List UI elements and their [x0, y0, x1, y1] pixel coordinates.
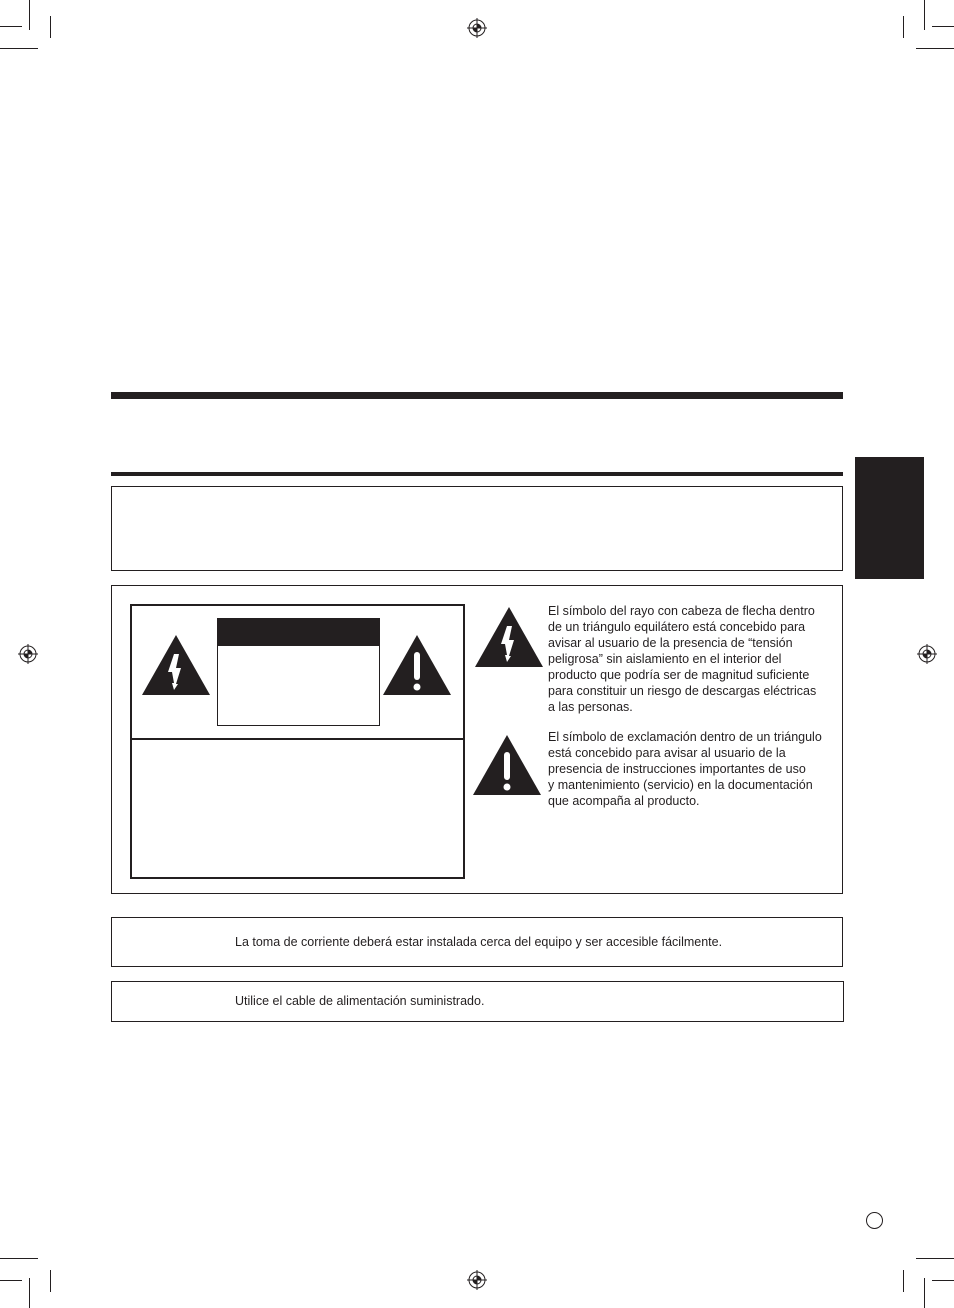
text-line: que acompaña al producto. — [548, 794, 700, 808]
text-line: peligrosa” sin aislamiento en el interior del — [548, 652, 782, 666]
caution-header-bar — [217, 618, 380, 646]
crop-mark — [924, 1278, 925, 1308]
lightning-triangle-icon — [141, 634, 211, 696]
caution-label-divider — [130, 738, 465, 740]
crop-mark — [924, 0, 925, 30]
crop-mark — [916, 1258, 954, 1259]
registration-mark-icon — [18, 644, 38, 664]
exclamation-triangle-icon — [382, 634, 452, 696]
text-line: presencia de instrucciones importantes de uso — [548, 762, 806, 776]
crop-mark — [50, 16, 51, 38]
exclamation-description — [548, 729, 838, 809]
text-line: y mantenimiento (servicio) en la documentación — [548, 778, 813, 792]
crop-mark — [0, 26, 22, 27]
crop-mark — [0, 1280, 22, 1281]
text-line: avisar al usuario de la presencia de “tensión — [548, 636, 793, 650]
cord-note-text: Utilice el cable de alimentación suministrado. — [235, 994, 485, 1008]
crop-mark — [903, 1270, 904, 1292]
crop-mark — [903, 16, 904, 38]
text-line: producto que podría ser de magnitud suficiente — [548, 668, 810, 682]
heading-rule-top — [111, 392, 843, 399]
exclamation-triangle-icon — [472, 734, 542, 796]
page-number-circle — [866, 1212, 883, 1229]
crop-mark — [916, 48, 954, 49]
lightning-description — [548, 603, 838, 715]
text-line: a las personas. — [548, 700, 633, 714]
text-line: para constituir un riesgo de descargas eléctricas — [548, 684, 817, 698]
crop-mark — [932, 1280, 954, 1281]
notice-box — [111, 486, 843, 571]
crop-mark — [0, 48, 38, 49]
crop-mark — [29, 0, 30, 30]
text-line: El símbolo de exclamación dentro de un triángulo — [548, 730, 822, 744]
registration-mark-icon — [917, 644, 937, 664]
heading-rule-bottom — [111, 472, 843, 476]
registration-mark-icon — [467, 1270, 487, 1290]
registration-mark-icon — [467, 18, 487, 38]
lightning-triangle-icon — [474, 606, 544, 668]
text-line: El símbolo del rayo con cabeza de flecha dentro — [548, 604, 815, 618]
language-tab — [855, 457, 924, 579]
crop-mark — [0, 1258, 38, 1259]
outlet-note-text: La toma de corriente deberá estar instalada cerca del equipo y ser accesible fácilmente. — [235, 935, 723, 949]
text-line: de un triángulo equilátero está concebido para — [548, 620, 806, 634]
text-line: está concebido para avisar al usuario de la — [548, 746, 786, 760]
crop-mark — [50, 1270, 51, 1292]
crop-mark — [932, 26, 954, 27]
crop-mark — [29, 1278, 30, 1308]
